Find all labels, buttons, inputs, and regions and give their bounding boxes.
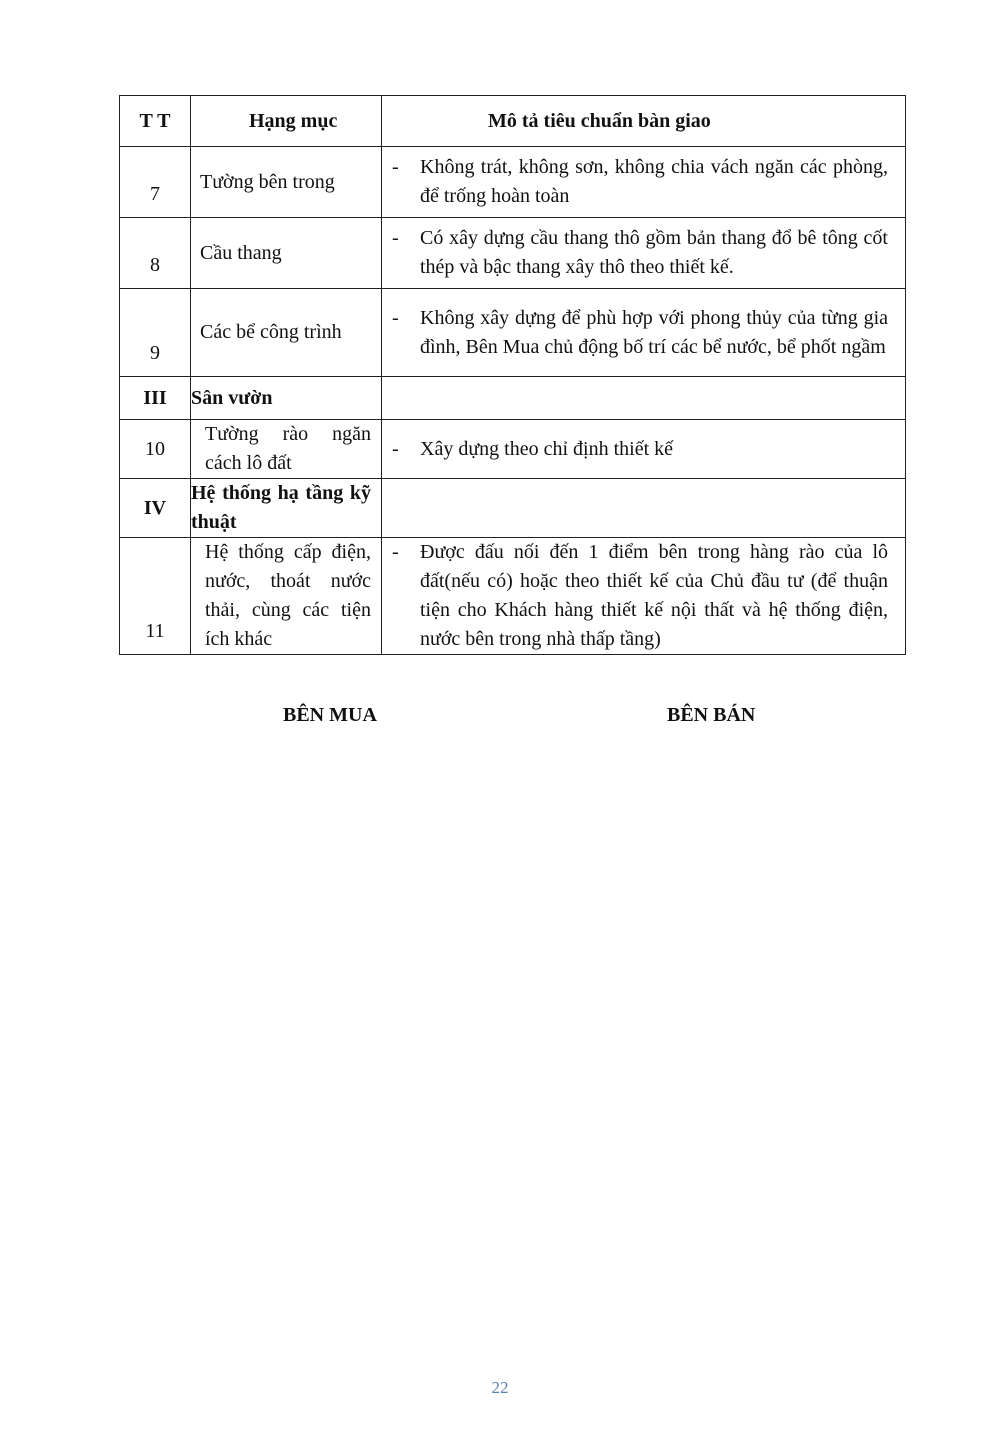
section-row xyxy=(120,377,906,420)
row-number: 11 xyxy=(120,538,191,655)
description-text: Có xây dựng cầu thang thô gồm bản thang đổ bê tông cốt thép và bậc thang xây thô theo thiết kế. xyxy=(420,227,888,278)
bullet-dash: - xyxy=(392,306,399,329)
bullet-dash: - xyxy=(392,541,399,563)
buyer-signature-label: BÊN MUA xyxy=(283,704,377,726)
section-title: Sân vườn xyxy=(191,377,382,420)
empty-cell xyxy=(382,377,906,420)
header-category: Hạng mục xyxy=(191,96,382,147)
section-number: III xyxy=(120,377,191,420)
table-header-row xyxy=(120,96,906,147)
row-description xyxy=(382,289,906,377)
page-number: 22 xyxy=(491,1378,509,1397)
row-category: Hệ thống cấp điện, nước, thoát nước thải, cùng các tiện ích khác xyxy=(191,538,382,655)
description-text: Không xây dựng để phù hợp với phong thủy của từng gia đình, Bên Mua chủ động bố trí các bể nước, bể phốt ngầm xyxy=(420,306,888,358)
table-row xyxy=(120,538,906,655)
row-number: 10 xyxy=(120,420,191,479)
row-description xyxy=(382,420,906,479)
handover-standards-table xyxy=(119,95,906,655)
description-text: Được đấu nối đến 1 điểm bên trong hàng rào của lô đất(nếu có) hoặc theo thiết kế của Chủ đầu tư (để thuận tiện cho Khách hàng thiết kế nội thất và hệ thống điện, nước bên trong nhà thấp tầng) xyxy=(420,541,888,650)
row-category: Các bể công trình xyxy=(191,289,382,377)
row-description xyxy=(382,218,906,289)
row-number: 8 xyxy=(120,218,191,289)
row-description xyxy=(382,538,906,655)
seller-signature-label: BÊN BÁN xyxy=(667,704,756,726)
table-row xyxy=(120,289,906,377)
bullet-dash: - xyxy=(392,437,399,460)
section-title: Hệ thống hạ tầng kỹ thuật xyxy=(191,479,382,538)
description-text: Xây dựng theo chỉ định thiết kế xyxy=(420,437,674,460)
header-tt: T T xyxy=(120,96,191,147)
row-number: 7 xyxy=(120,147,191,218)
table-row xyxy=(120,147,906,218)
table-row xyxy=(120,420,906,479)
empty-cell xyxy=(382,479,906,538)
table-row xyxy=(120,218,906,289)
bullet-dash: - xyxy=(392,156,399,178)
header-description: Mô tả tiêu chuẩn bàn giao xyxy=(382,96,906,147)
section-number: IV xyxy=(120,479,191,538)
row-description xyxy=(382,147,906,218)
bullet-dash: - xyxy=(392,227,399,249)
section-row xyxy=(120,479,906,538)
row-category: Cầu thang xyxy=(191,218,382,289)
row-number: 9 xyxy=(120,289,191,377)
row-category: Tường bên trong xyxy=(191,147,382,218)
description-text: Không trát, không sơn, không chia vách ngăn các phòng, để trống hoàn toàn xyxy=(420,156,888,207)
row-category: Tường rào ngăn cách lô đất xyxy=(191,420,382,479)
